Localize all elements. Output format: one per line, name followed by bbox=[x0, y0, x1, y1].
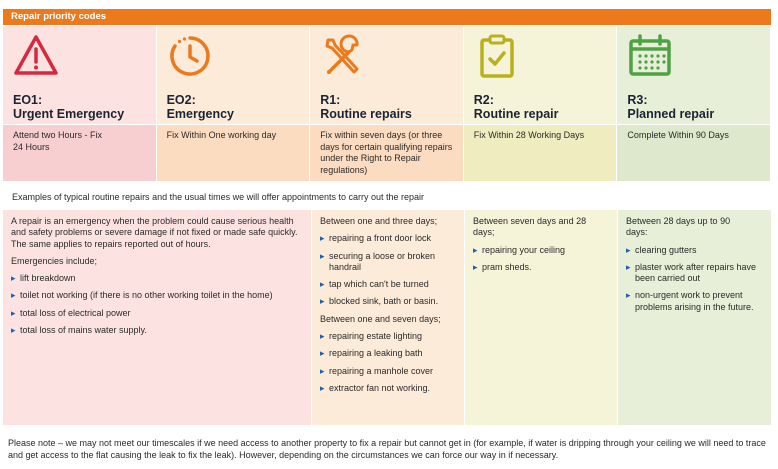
list-item: ▸ securing a loose or broken handrail bbox=[320, 251, 456, 274]
priority-code-r2 bbox=[464, 26, 618, 181]
emergency-intro: A repair is an emergency when the problem could cause serious health and safety problems or severe damage if not fixed or made safe quickly. The same applies to repairs reported out of hours. bbox=[11, 216, 298, 249]
list-item: ▸ tap which can't be turned bbox=[320, 279, 456, 290]
calendar-icon bbox=[626, 32, 674, 80]
code-timescale: Attend two Hours - Fix 24 Hours bbox=[13, 130, 103, 152]
list-item: ▸ extractor fan not working. bbox=[320, 383, 456, 394]
code-timescale: Fix within seven days (or three days for certain qualifying repairs under the Right to Repair regulations) bbox=[320, 130, 453, 175]
warning-triangle-icon bbox=[12, 32, 60, 80]
routine-list-1 bbox=[320, 233, 456, 307]
list-item: ▸ pram sheds. bbox=[473, 262, 609, 273]
emergency-examples bbox=[3, 210, 311, 425]
code-timescale: Complete Within 90 Days bbox=[627, 130, 729, 140]
list-item: ▸ total loss of electrical power bbox=[11, 308, 303, 319]
emergency-list bbox=[11, 273, 303, 336]
tools-icon bbox=[319, 32, 367, 80]
list-item: ▸ lift breakdown bbox=[11, 273, 303, 284]
list-item: ▸ toilet not working (if there is no other working toilet in the home) bbox=[11, 290, 303, 301]
planned-examples bbox=[617, 210, 771, 425]
list-item: ▸ repairing a manhole cover bbox=[320, 366, 456, 377]
routine-list-2 bbox=[320, 331, 456, 394]
priority-codes-table bbox=[3, 26, 771, 181]
list-item: ▸ repairing your ceiling bbox=[473, 245, 609, 256]
footnote: Please note – we may not meet our timescales if we need access to another property to fix a repair but cannot get in (for example, if water is dripping through your ceiling we will need to trace and get access to the flat causing the leak to fix the leak). However, depending on the circumstances we can force our way in if necessary. bbox=[8, 438, 766, 460]
priority-code-r1 bbox=[310, 26, 464, 181]
code-title: R3: Planned repair bbox=[627, 93, 715, 121]
section-title: Repair priority codes bbox=[3, 9, 771, 25]
priority-code-eo1 bbox=[3, 26, 157, 181]
priority-code-eo2 bbox=[157, 26, 311, 181]
list-item: ▸ clearing gutters bbox=[626, 245, 763, 256]
list-item: ▸ repairing a leaking bath bbox=[320, 348, 456, 359]
group-label: Between one and three days; bbox=[320, 216, 438, 226]
code-title: R1: Routine repairs bbox=[320, 93, 412, 121]
list-item: ▸ repairing a front door lock bbox=[320, 233, 456, 244]
list-item: ▸ plaster work after repairs have been carried out bbox=[626, 262, 763, 285]
code-timescale: Fix Within One working day bbox=[166, 130, 277, 140]
code-title: EO1: Urgent Emergency bbox=[13, 93, 125, 121]
routine-28-examples bbox=[464, 210, 617, 425]
code-timescale: Fix Within 28 Working Days bbox=[473, 130, 585, 140]
list-item: ▸ non-urgent work to prevent problems arising in the future. bbox=[626, 290, 763, 313]
list-item: ▸ repairing estate lighting bbox=[320, 331, 456, 342]
group-label: Between seven days and 28 days; bbox=[473, 216, 587, 238]
examples-heading: Examples of typical routine repairs and the usual times we will offer appointments to carry out the repair bbox=[12, 192, 425, 202]
emergency-list-label: Emergencies include; bbox=[11, 255, 98, 266]
planned-list bbox=[626, 245, 763, 313]
clipboard-check-icon bbox=[473, 32, 521, 80]
priority-code-r3 bbox=[617, 26, 771, 181]
list-item: ▸ total loss of mains water supply. bbox=[11, 325, 303, 336]
list-item: ▸ blocked sink, bath or basin. bbox=[320, 296, 456, 307]
clock-icon bbox=[166, 32, 214, 80]
group-label: Between one and seven days; bbox=[320, 313, 441, 324]
code-title: EO2: Emergency bbox=[166, 93, 234, 121]
code-title: R2: Routine repair bbox=[473, 93, 559, 121]
routine-examples bbox=[311, 210, 464, 425]
group-label: Between 28 days up to 90 days: bbox=[626, 216, 731, 238]
routine-28-list bbox=[473, 245, 609, 274]
